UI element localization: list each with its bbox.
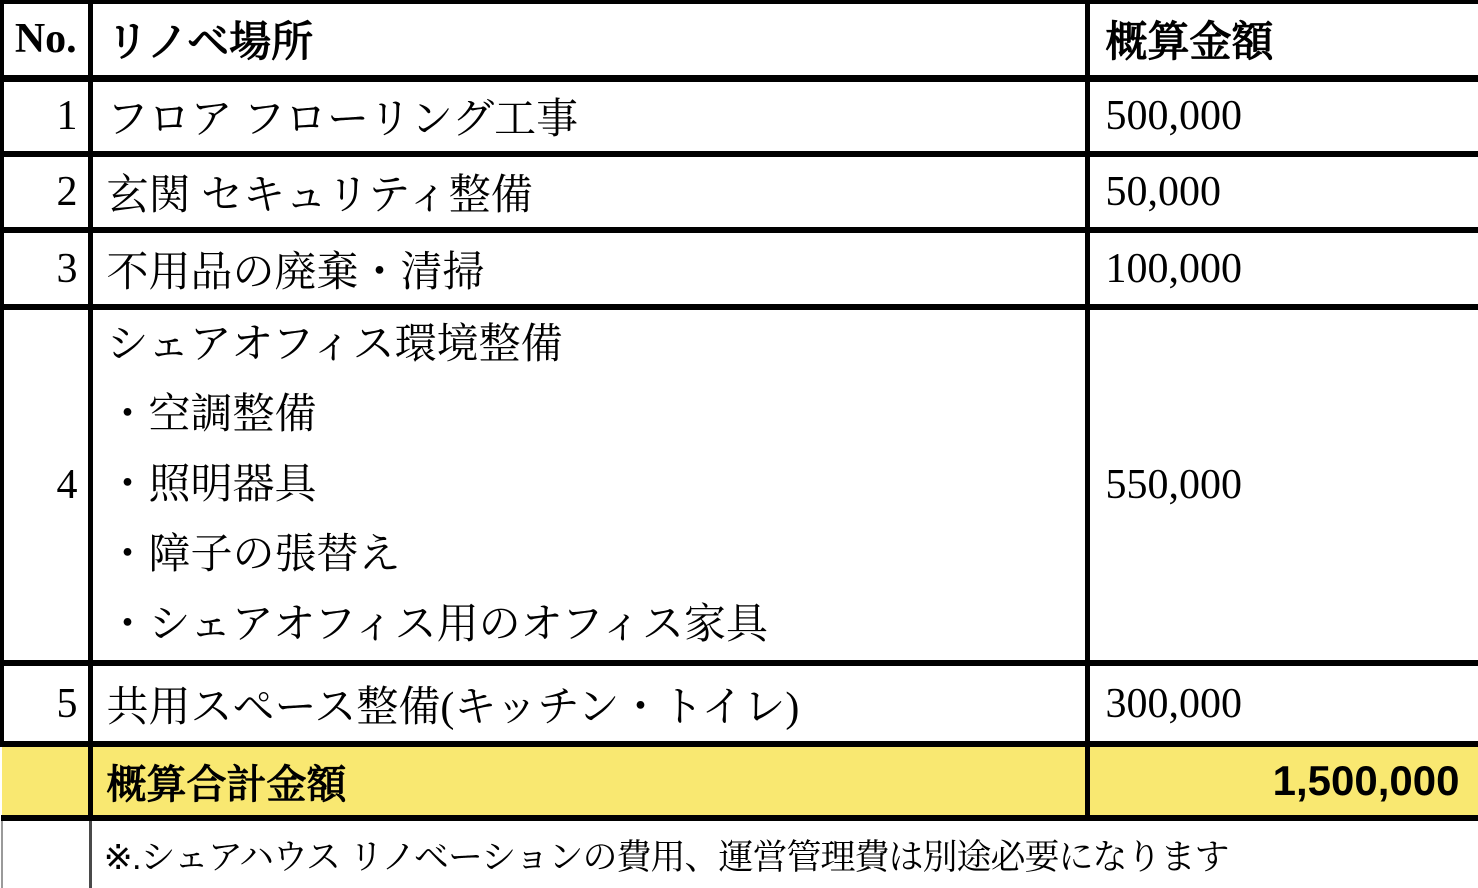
row-amount: 300,000: [1087, 663, 1478, 744]
place-line: ・空調整備: [106, 392, 317, 438]
note-empty-cell: [2, 818, 90, 888]
row-place: フロア フローリング工事: [90, 78, 1087, 154]
row-place-list: [90, 307, 1087, 663]
row-place: 不用品の廃棄・清掃: [90, 230, 1087, 307]
footnote-text: ※.シェアハウス リノベーションの費用、運営管理費は別途必要になります: [90, 818, 1478, 888]
row-amount: 50,000: [1087, 154, 1478, 230]
place-line: ・障子の張替え: [106, 532, 401, 578]
header-no: No.: [2, 2, 90, 78]
row-place: 玄関 セキュリティ整備: [90, 154, 1087, 230]
table-row: [2, 154, 1478, 230]
table-row: [2, 307, 1478, 663]
table-row: [2, 78, 1478, 154]
table-row: [2, 230, 1478, 307]
header-place: リノベ場所: [90, 2, 1087, 78]
total-empty-cell: [2, 744, 90, 818]
note-row: [2, 818, 1478, 888]
row-place: 共用スペース整備(キッチン・トイレ): [90, 663, 1087, 744]
row-number: 5: [2, 663, 90, 744]
total-label: 概算合計金額: [90, 744, 1087, 818]
row-amount: 550,000: [1087, 307, 1478, 663]
total-amount: 1,500,000: [1087, 744, 1478, 818]
place-line: ・シェアオフィス用のオフィス家具: [106, 602, 769, 648]
header-amount: 概算金額: [1087, 2, 1478, 78]
total-row: [2, 744, 1478, 818]
row-number: 3: [2, 230, 90, 307]
row-amount: 100,000: [1087, 230, 1478, 307]
place-line: ・照明器具: [106, 462, 317, 508]
table-row: [2, 663, 1478, 744]
row-amount: 500,000: [1087, 78, 1478, 154]
header-row: [2, 2, 1478, 78]
place-line: シェアオフィス環境整備: [106, 322, 563, 368]
row-number: 1: [2, 78, 90, 154]
row-number: 2: [2, 154, 90, 230]
row-number: 4: [2, 307, 90, 663]
